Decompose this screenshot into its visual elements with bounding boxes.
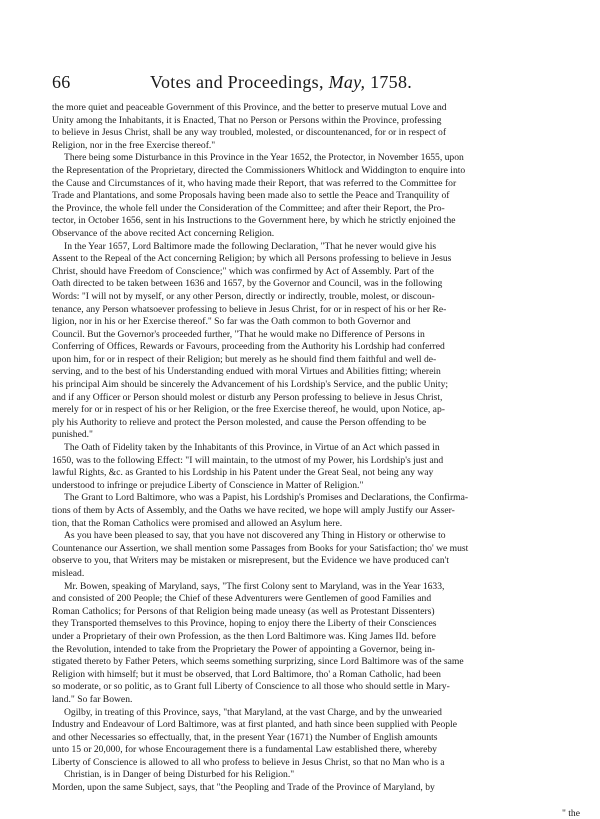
text-line: Oath directed to be taken between 1636 and 1657, by the Governor and Council, was in the following — [52, 278, 443, 290]
text-line: stigated thereto by Father Peters, which seems something surprizing, since Lord Baltimore was of the same — [52, 656, 464, 668]
text-line: There being some Disturbance in this Province in the Year 1652, the Protector, in November 1655, upon — [64, 152, 464, 164]
text-line: serving, and to the best of his Understanding endued with moral Virtues and Abilities fitting; wherein — [52, 366, 441, 378]
text-line: Liberty of Conscience is allowed to all who profess to believe in Jesus Christ, so that no Man who is a — [52, 756, 445, 768]
text-line: lawful Rights, &c. as Granted to his Lordship in his Patent under the Great Seal, not being any way — [52, 467, 434, 479]
running-header — [52, 70, 580, 94]
text-line: The Oath of Fidelity taken by the Inhabitants of this Province, in Virtue of an Act which passed in — [64, 442, 440, 454]
text-line: As you have been pleased to say, that you have not discovered any Thing in History or otherwise to — [64, 530, 446, 542]
text-line: Assent to the Repeal of the Act concerning Religion; by which all Persons professing to believe in Jesus — [52, 253, 452, 265]
page-number: 66 — [52, 72, 71, 92]
text-line: Countenance our Assertion, we shall mention some Passages from Books for your Satisfaction; tho' we must — [52, 542, 469, 554]
text-line: tions of them by Acts of Assembly, and the Oaths we have recited, we hope will amply Justify our Asser- — [52, 505, 455, 516]
title-year: 1758. — [370, 72, 413, 92]
text-line: upon him, for or in respect of their Religion; but merely as he should find them faithful and well de- — [52, 353, 437, 365]
text-line: observe to you, that Writers may be mistaken or misrepresent, but the Evidence we have produced can't — [52, 555, 450, 567]
text-line: Christ, should have Freedom of Conscience;" which was confirmed by Act of Assembly. Part of the — [52, 265, 434, 277]
text-line: mislead. — [52, 567, 85, 579]
text-line: under a Proprietary of their own Profession, as the then Lord Baltimore was. King James IId. before — [52, 630, 436, 642]
text-line: Trade and Plantations, and some Proposals having been made also to settle the Peace and Tranquility of — [52, 190, 450, 202]
text-line: land." So far Bowen. — [52, 693, 133, 705]
text-line: merely for or in respect of his or her Religion, or the free Exercise thereof, he would, upon Notice, ap- — [52, 404, 445, 416]
text-line: Morden, upon the same Subject, says, that "the Peopling and Trade of the Province of Maryland, by — [52, 782, 435, 794]
text-line: Unity among the Inhabitants, it is Enacted, That no Person or Persons within the Province, professing — [52, 114, 442, 126]
text-line: Council. But the Governor's proceeded further, "That he would make no Difference of Persons in — [52, 328, 425, 340]
text-line: Observance of the above recited Act concerning Religion. — [52, 227, 275, 239]
text-line: Ogilby, in treating of this Province, says, "that Maryland, at the vast Charge, and by the unwearied — [64, 706, 442, 718]
text-line: and other Necessaries so effectually, that, in the present Year (1671) the Number of English amounts — [52, 731, 438, 743]
text-line: Words: "I will not by myself, or any other Person, directly or indirectly, trouble, molest, or discoun- — [52, 290, 435, 302]
catchword: " the — [561, 808, 580, 819]
text-line: ply his Authority to relieve and protect the Person molested, and cause the Person offending to be — [52, 416, 427, 428]
text-line: so moderate, or so politic, as to Grant full Liberty of Conscience to all those who should settle in Mary- — [52, 681, 450, 693]
text-line: tion, that the Roman Catholics were promised and allowed an Asylum here. — [52, 517, 343, 529]
text-line: Mr. Bowen, speaking of Maryland, says, "The first Colony sent to Maryland, was in the Year 1633, — [64, 580, 445, 592]
text-line: 1650, was to the following Effect: "I will maintain, to the utmost of my Power, his Lordship's just and — [52, 454, 444, 466]
text-line: Roman Catholics; for Persons of that Religion being made uneasy (as well as Protestant Dissenters) — [52, 605, 435, 617]
text-line: his principal Aim should be sincerely the Advancement of his Lordship's Service, and the public Unity; — [52, 379, 449, 391]
text-line: Industry and Endeavour of Lord Baltimore, was at first planted, and hath since been supplied with People — [52, 719, 457, 731]
body-text — [52, 102, 580, 795]
page-title — [150, 70, 412, 94]
text-line: Religion with himself; but it must be observed, that Lord Baltimore, tho' a Roman Catholic, had been — [52, 668, 441, 680]
text-line: In the Year 1657, Lord Baltimore made the following Declaration, "That he never would give his — [64, 240, 437, 252]
text-line: Christian, is in Danger of being Disturbed for his Religion." — [64, 769, 295, 781]
text-line: the Revolution, intended to take from the Proprietary the Power of appointing a Governor, being in- — [52, 643, 436, 655]
text-line: tector, in October 1656, sent in his Instructions to the Government here, by which he strictly enjoined the — [52, 215, 456, 227]
text-line: and if any Officer or Person should molest or disturb any Person professing to believe in Jesus Christ, — [52, 391, 443, 403]
text-line: to believe in Jesus Christ, shall be any way troubled, molested, or discountenanced, for or in respect of — [52, 127, 447, 139]
text-line: the Cause and Circumstances of it, who having made their Report, that was referred to the Committee for — [52, 177, 457, 189]
text-line: understood to infringe or prejudice Liberty of Conscience in Matter of Religion." — [52, 479, 364, 491]
text-line: tenance, any Person whatsoever professing to believe in Jesus Christ, for or in respect of his or her Re- — [52, 303, 447, 315]
text-line: they Transported themselves to this Province, hoping to enjoy there the Liberty of their Consciences — [52, 618, 437, 630]
text-line: the Representation of the Proprietary, directed the Commissioners Whitlock and Widdington to enquire into — [52, 164, 466, 176]
text-line: punished." — [52, 429, 93, 441]
title-month: May, — [328, 72, 366, 92]
title-prefix: Votes and Proceedings, — [150, 72, 324, 92]
text-line: Conferring of Offices, Rewards or Favours, proceeding from the Authority his Lordship had conferred — [52, 341, 445, 353]
text-line: ligion, nor in his or her Exercise thereof." So far was the Oath common to both Governor and — [52, 316, 411, 328]
text-line: the Province, the whole fell under the Consideration of the Committee; and after their Report, the Pro- — [52, 202, 445, 214]
text-line: Religion, nor in the free Exercise thereof." — [52, 139, 216, 151]
text-line: the more quiet and peaceable Government of this Province, and the better to preserve mutual Love and — [52, 102, 447, 113]
text-line: The Grant to Lord Baltimore, who was a Papist, his Lordship's Promises and Declarations, the Confirma- — [64, 492, 469, 504]
text-line: and consisted of 200 People; the Chief of these Adventurers were Gentlemen of good Families and — [52, 593, 432, 605]
text-line: unto 15 or 20,000, for whose Encouragement there is a fundamental Law established there, whereby — [52, 744, 437, 756]
